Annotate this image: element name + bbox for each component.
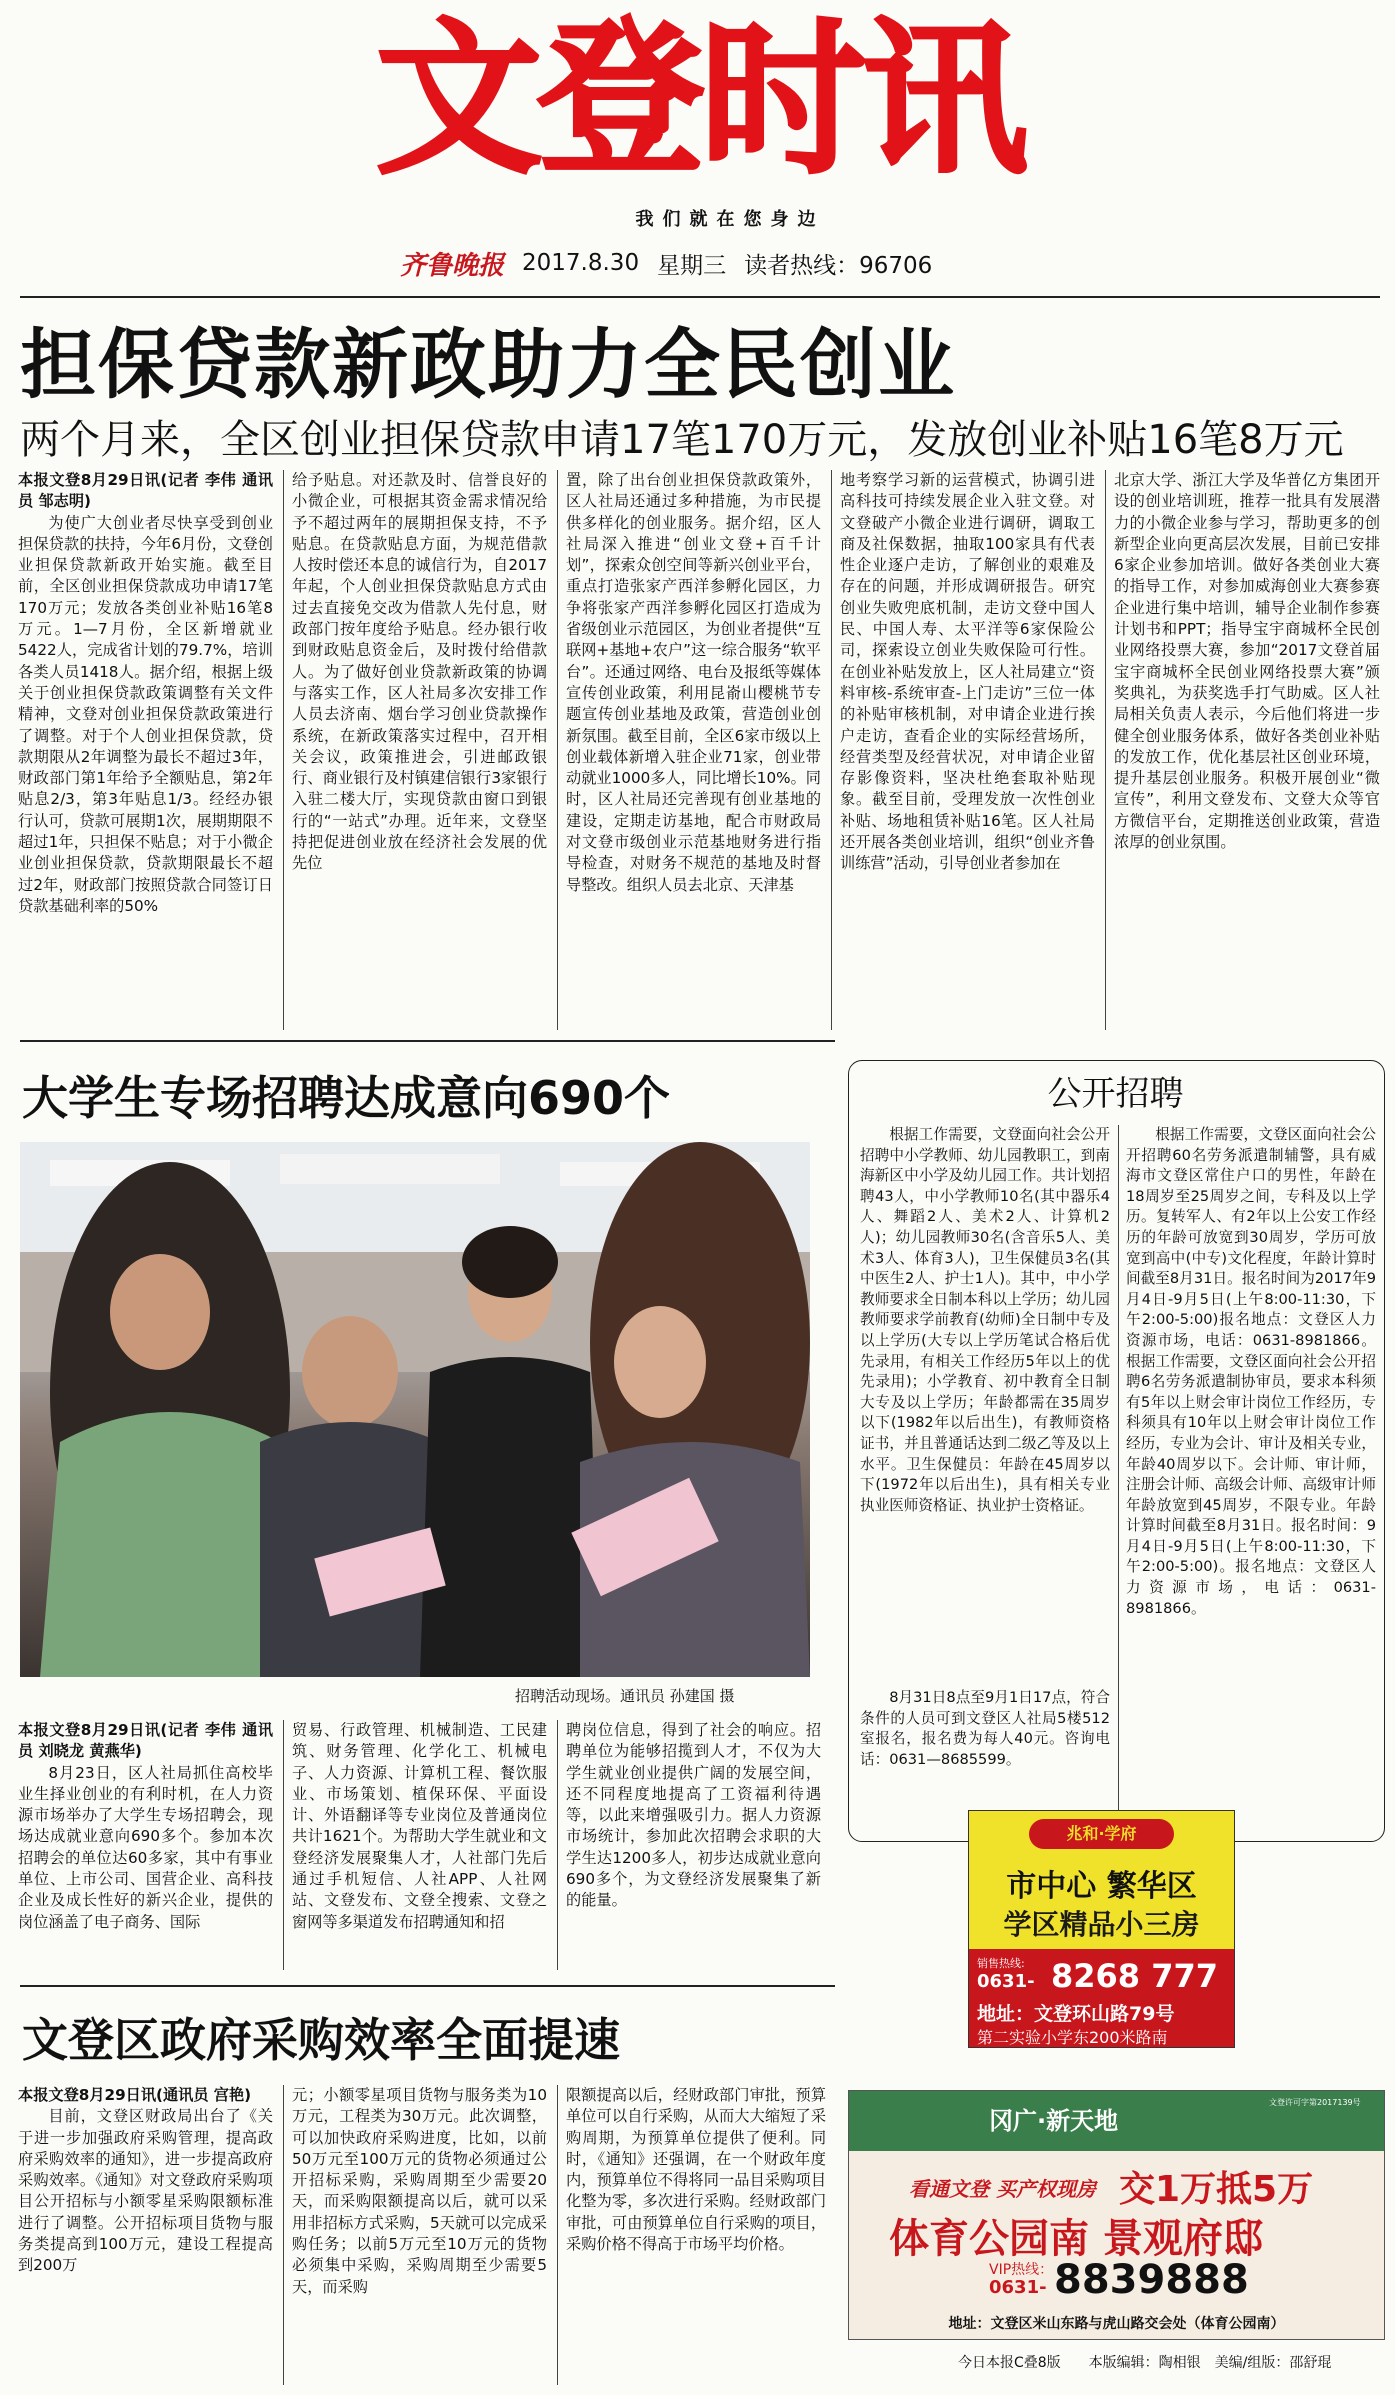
- recruit-col-1: [860, 1125, 1110, 1685]
- column-rule: [1118, 1125, 1119, 1825]
- procurement-col-3-text: 限额提高以后，经财政部门审批，预算单位可以自行采购，从而大大缩短了采购周期，为预算单位提供了便利。同时，《通知》还强调，在一个财政年度内，预算单位不得将同一品目采购项目化整为零，多次进行采购。经财政部门审批，可由预算单位自行采购的项目，采购价格不得高于市场平均价格。: [566, 2086, 826, 2254]
- lead-byline: 本报文登8月29日讯(记者 李伟 通讯员 邹志明): [18, 471, 273, 511]
- procurement-byline: 本报文登8月29日讯(通讯员 宫艳): [18, 2086, 252, 2104]
- lead-col-5: [1114, 470, 1380, 1030]
- recruitment-title: 公开招聘: [1047, 1074, 1184, 1114]
- recruit-col-1-tail: [860, 1688, 1110, 1828]
- ad2-area-code: 0631-: [989, 2277, 1047, 2298]
- ad-real-estate-2: [848, 2090, 1385, 2340]
- column-rule: [557, 1720, 558, 1970]
- ad1-hotline-label: 销售热线:: [977, 1957, 1025, 1970]
- procurement-col-1-text: 目前，文登区财政局出台了《关于进一步加强政府采购管理，提高政府采购效率的通知》，进一步提高政府采购效率。《通知》对文登政府采购项目公开招标与小额零星采购限额标准进行了调整。公开招标项目货物与服务类提高到100万元，建设工程提高到200万: [18, 2107, 273, 2275]
- issue-date: 2017.8.30: [522, 250, 640, 276]
- masthead-divider: [20, 296, 1380, 298]
- jobfair-col-1: [18, 1720, 273, 1970]
- lead-headline: 担保贷款新政助力全民创业: [20, 320, 956, 409]
- jobfair-col-3: [566, 1720, 821, 1970]
- ad2-vip-label: VIP热线：: [989, 2262, 1054, 2278]
- jobfair-col-1-text: 8月23日，区人社局抓住高校毕业生择业创业的有利时机，在人力资源市场举办了大学生专场招聘会，现场达成就业意向690多个。参加本次招聘会的单位达60多家，其中有事业单位、上市公司、国营企业、高科技企业及成长性好的新兴企业，提供的岗位涵盖了电子商务、国际: [18, 1763, 273, 1931]
- recruit-col-2: [1126, 1125, 1376, 1830]
- ad1-address2: 第二实验小学东200米路南: [977, 2028, 1168, 2047]
- ad2-license: 文登许可字第2017139号: [1269, 2098, 1361, 2107]
- lead-col-4: [840, 470, 1095, 1030]
- ad1-area-code: 0631-: [977, 1971, 1035, 1992]
- column-rule: [557, 2085, 558, 2385]
- ad2-brand: 冈广·新天地: [989, 2107, 1119, 2135]
- ad2-line1: 看通文登 买产权现房: [909, 2177, 1096, 2201]
- issue-weekday: 星期三: [657, 252, 727, 279]
- jobfair-col-3-text: 聘岗位信息，得到了社会的响应。招聘单位为能够招揽到人才，不仅为大学生就业创业提供广阔的发展空间，还不同程度地提高了工资福利待遇等，以此来增强吸引力。据人力资源市场统计，参加此次招聘会求职的大学生达1200多人，初步达成就业意向690多个，为文登经济发展聚集了新的能量。: [566, 1721, 821, 1910]
- section-divider: [20, 1040, 835, 1042]
- procurement-col-1: [18, 2085, 273, 2385]
- lead-col-3-text: 置，除了出台创业担保贷款政策外，区人社局还通过多种措施，为市民提供多样化的创业服务。据介绍，区人社局深入推进“创业文登+百千计划”，探索众创空间等新兴创业平台，重点打造张家产西洋参孵化园区，力争将张家产西洋参孵化园区打造成为省级创业示范园区，为创业者提供“互联网+基地+农户”这一综合服务“软平台”。还通过网络、电台及报纸等媒体宣传创业政策，利用昆嵛山樱桃节专题宣传创业基地及政策，营造创业创新氛围。截至目前，全区6家市级以上创业载体新增入驻企业71家，创业带动就业1000多人，同比增长10%。同时，区人社局还完善现有创业基地的建设，定期走访基地，配合市财政局对文登市级创业示范基地财务进行指导检查，对财务不规范的基地及时督导整改。组织人员去北京、天津基: [566, 471, 821, 894]
- procurement-col-2: [292, 2085, 547, 2385]
- section-divider: [20, 1985, 835, 1987]
- ad2-phone: 8839888: [1054, 2257, 1249, 2303]
- column-rule: [283, 470, 284, 1030]
- lead-subheadline: 两个月来，全区创业担保贷款申请17笔170万元，发放创业补贴16笔8万元: [20, 417, 1344, 463]
- lead-col-3: [566, 470, 821, 1030]
- recruit-col-1-text: 根据工作需要，文登面向社会公开招聘中小学教师、幼儿园教职工，到南海新区中小学及幼儿园工作。共计划招聘43人，中小学教师10名(其中器乐4人、舞蹈2人、美术2人、计算机2人)；幼儿园教师30名(含音乐5人、美术3人、体育3人)，卫生保健员3名(其中医生2人、护士1人)。其中，中小学教师要求全日制本科以上学历；幼儿园教师要求学前教育(幼师)全日制中专及以上学历(大专以上学历笔试合格后优先录用，有相关工作经历5年以上的优先录用)；小学教育、初中教育全日制大专及以上学历；年龄都需在35周岁以下(1982年以后出生)，有教师资格证书，并且普通话达到二级乙等及以上水平。卫生保健员：年龄在45周岁以下(1972年以后出生)，具有相关专业执业医师资格证、执业护士资格证。: [860, 1126, 1110, 1514]
- ad1-contact-band: [969, 1949, 1234, 2047]
- ad1-line1: 市中心 繁华区: [1006, 1869, 1197, 1904]
- ad1-brand: 兆和·学府: [1029, 1819, 1174, 1849]
- lead-col-1-text: 为使广大创业者尽快享受到创业担保贷款的扶持，今年6月份，文登创业担保贷款新政开始实施。截至目前，全区创业担保贷款成功申请17笔170万元；发放各类创业补贴16笔8万元。1—7月份，全区新增就业5422人，完成省计划的79.7%，培训各类人员1418人。据介绍，根据上级关于创业担保贷款政策调整有关文件精神，文登对创业担保贷款政策进行了调整。对于个人创业担保贷款，贷款期限从2年调整为最长不超过3年，财政部门第1年给予全额贴息，第2年贴息2/3，第3年贴息1/3。经经办银行认可，贷款可展期1次，展期期限不超过1年，只担保不贴息；对于小微企业创业担保贷款，贷款期限最长不超过2年，财政部门按照贷款合同签订日贷款基础利率的50%: [18, 513, 273, 915]
- recruit-col-2-text: 根据工作需要，文登区面向社会公开招聘60名劳务派遣制辅警，具有威海市文登区常住户口的男性，年龄在18周岁至25周岁之间，专科及以上学历。复转军人、有2年以上公安工作经历的年龄可放宽到30周岁，学历可放宽到高中(中专)文化程度，年龄计算时间截至8月31日。报名时间为2017年9月4日-9月5日(上午8:00-11:30，下午2:00-5:00)报名地点：文登区人力资源市场，电话：0631-8981866。根据工作需要，文登区面向社会公开招聘6名劳务派遣制协审员，要求本科须有5年以上财会审计岗位工作经历，专科须具有10年以上财会审计岗位工作经历，专业为会计、审计及相关专业，年龄40周岁以下。会计师、审计师，注册会计师、高级会计师、高级审计师年龄放宽到45周岁，不限专业。年龄计算时间截至8月31日。报名时间：9月4日-9月5日(上午8:00-11:30，下午2:00-5:00)。报名地点：文登区人力资源市场，电话：0631-8981866。: [1126, 1126, 1376, 1617]
- procurement-headline: 文登区政府采购效率全面提速: [22, 2013, 620, 2067]
- lead-col-5-text: 北京大学、浙江大学及华普亿方集团开设的创业培训班，推荐一批具有发展潜力的小微企业参与学习，帮助更多的创新型企业向更高层次发展，目前已安排6家企业参加培训。做好各类创业大赛的指导工作，对参加威海创业大赛参赛企业进行集中培训，辅导企业制作参赛计划书和PPT；指导宝宇商城杯全民创业网络投票大赛，参加“2017文登首届宝宇商城杯全民创业网络投票大赛”颁奖典礼，为获奖选手打气助威。区人社局相关负责人表示，今后他们将进一步健全创业服务体系，做好各类创业补贴的发放工作，优化基层社区创业环境，提升基层创业服务。积极开展创业“微宣传”，利用文登发布、文登大众等官方微信平台，定期推送创业政策，营造浓厚的创业氛围。: [1114, 471, 1380, 852]
- jobfair-byline: 本报文登8月29日讯(记者 李伟 通讯员 刘晓龙 黄燕华): [18, 1721, 273, 1761]
- recruit-tail-text: 8月31日8点至9月1日17点，符合条件的人员可到文登区人社局5楼512室报名，报名费为每人40元。咨询电话：0631—8685599。: [860, 1689, 1110, 1768]
- column-rule: [283, 1720, 284, 1970]
- column-rule: [283, 2085, 284, 2385]
- ad2-address: 地址：文登区米山东路与虎山路交会处（体育公园南）: [948, 2316, 1285, 2332]
- photo-scene: [20, 1142, 810, 1677]
- procurement-col-2-text: 元；小额零星项目货物与服务类为10万元，工程类为30万元。此次调整，可以加快政府采购进度，比如，以前50万元至100万元的货物必须通过公开招标采购，采购周期至少需要20天，而采购限额提高以后，就可以采用非招标方式采购，5天就可以完成采购任务；以前5万元至10万元的货物必须集中采购，采购周期至少需要5天，而采购: [292, 2086, 547, 2296]
- ad2-line3: 体育公园南 景观府邸: [889, 2216, 1263, 2262]
- masthead-title: 文登时讯: [376, 4, 1024, 197]
- dateline: [400, 245, 1100, 281]
- lead-col-2-text: 给予贴息。对还款及时、信誉良好的小微企业，可根据其资金需求情况给予不超过两年的展期担保支持，不予贴息。在贷款贴息方面，为规范借款人按时偿还本息的诚信行为，自2017年起，个人创业担保贷款贴息方式由过去直接免交改为借款人先付息，财政部门按年度给予贴息。经办银行收到财政贴息资金后，及时拨付给借款人。为了做好创业贷款新政策的协调与落实工作，区人社局多次安排工作人员去济南、烟台学习创业贷款操作系统，在新政策落实过程中，召开相关会议，政策推进会，引进邮政银行、商业银行及村镇建信银行3家银行入驻二楼大厅，实现贷款由窗口到银行的“一站式”办理。近年来，文登坚持把促进创业放在经济社会发展的优先位: [292, 471, 547, 873]
- lead-col-1: [18, 470, 273, 1030]
- lead-col-4-text: 地考察学习新的运营模式，协调引进高科技可持续发展企业入驻文登。对文登破产小微企业进行调研，调取工商及社保数据，抽取100家具有代表性企业逐户走访，了解创业的艰难及存在的问题，并形成调研报告。研究创业失败兜底机制，走访文登中国人民、中国人寿、太平洋等6家保险公司，探索设立创业失败保险可行性。在创业补贴发放上，区人社局建立“资料审核-系统审查-上门走访”三位一体的补贴审核机制，对申请企业进行挨户走访，查看企业的实际经营场所，经营类型及经营状况，对申请企业留存影像资料，坚决杜绝套取补贴现象。截至目前，受理发放一次性创业补贴、场地租赁补贴16笔。区人社局还开展各类创业培训，组织“创业齐鲁训练营”活动，引导创业者参加在: [840, 471, 1095, 873]
- jobfair-photo: [20, 1142, 810, 1677]
- lead-col-2: [292, 470, 547, 1030]
- jobfair-col-2: [292, 1720, 547, 1970]
- jobfair-col-2-text: 贸易、行政管理、机械制造、工民建筑、财务管理、化学化工、机械电子、人力资源、计算机工程、餐饮服业、市场策划、植保环保、平面设计、外语翻译等专业岗位及普通岗位共计1621个。为帮助大学生就业和文登经济发展聚集人才，人社部门先后通过手机短信、人社APP、人社网站、文登发布、文登全搜索、文登之窗网等多渠道发布招聘通知和招: [292, 1721, 547, 1931]
- paper-name: 齐鲁晚报: [400, 250, 505, 281]
- column-rule: [831, 470, 832, 1030]
- ad1-line2: 学区精品小三房: [1003, 1908, 1200, 1941]
- page-footer: 今日本报C叠8版 本版编辑：陶相银 美编/组版：邵舒琨: [958, 2355, 1332, 2371]
- ad1-phone: 8268 777: [1051, 1957, 1218, 1995]
- reader-hotline: 读者热线：96706: [744, 252, 933, 279]
- photo-caption: 招聘活动现场。通讯员 孙建国 摄: [515, 1687, 735, 1705]
- column-rule: [557, 470, 558, 1030]
- jobfair-headline: 大学生专场招聘达成意向690个: [22, 1071, 671, 1125]
- ad-real-estate-1: [968, 1810, 1235, 2048]
- masthead-slogan: 我们就在您身边: [635, 209, 825, 230]
- ad1-address: 地址：文登环山路79号: [977, 2003, 1175, 2025]
- column-rule: [1105, 470, 1106, 1030]
- ad2-line2: 交1万抵5万: [1119, 2169, 1314, 2210]
- procurement-col-3: [566, 2085, 826, 2385]
